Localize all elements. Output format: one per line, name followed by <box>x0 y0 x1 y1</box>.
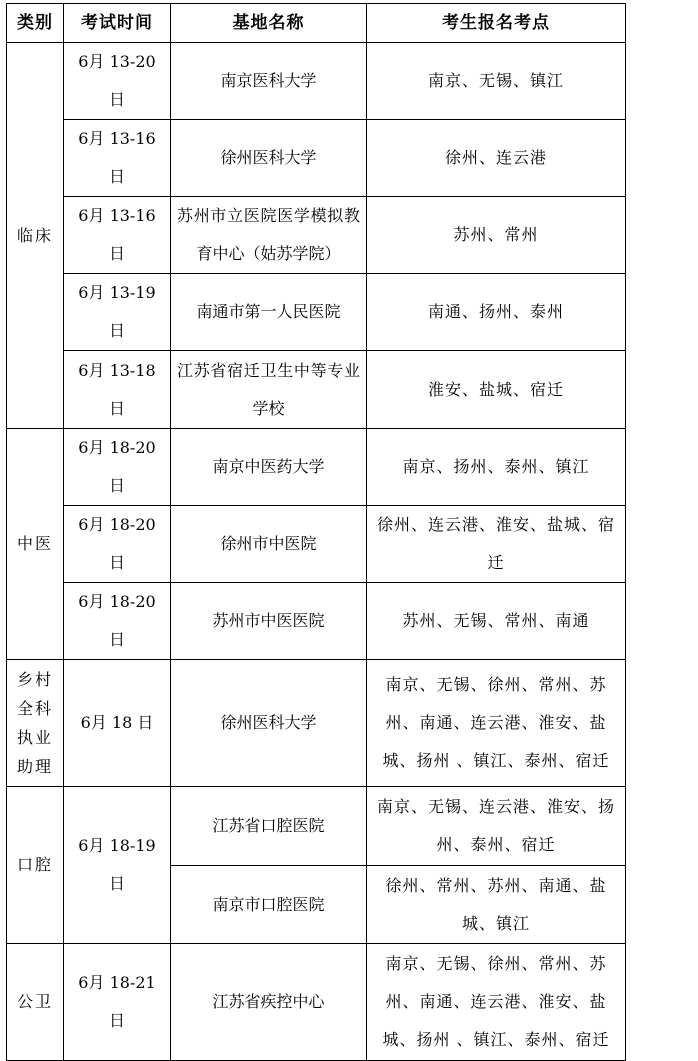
header-sites: 考生报名考点 <box>367 4 626 43</box>
base-cell: 南京医科大学 <box>171 43 367 120</box>
header-base: 基地名称 <box>171 4 367 43</box>
category-cell: 临床 <box>7 43 64 429</box>
table-row <box>7 274 626 351</box>
time-cell: 6月 18-20 日 <box>64 506 171 583</box>
time-cell: 6月 18-19 日 <box>64 787 171 944</box>
sites-cell: 南通、扬州、泰州 <box>367 274 626 351</box>
base-cell: 江苏省宿迁卫生中等专业学校 <box>171 351 367 429</box>
base-cell: 苏州市中医医院 <box>171 583 367 660</box>
base-cell: 徐州医科大学 <box>171 120 367 197</box>
sites-cell: 徐州、常州、苏州、南通、盐城、镇江 <box>367 866 626 944</box>
table-row <box>7 506 626 583</box>
table-row <box>7 351 626 429</box>
base-cell: 南京市口腔医院 <box>171 866 367 944</box>
table-row <box>7 583 626 660</box>
header-category: 类别 <box>7 4 64 43</box>
sites-cell: 苏州、常州 <box>367 197 626 274</box>
sites-cell: 南京、无锡、徐州、常州、苏州、南通、连云港、淮安、盐城、扬州 、镇江、泰州、宿迁 <box>367 660 626 787</box>
base-cell: 徐州市中医院 <box>171 506 367 583</box>
base-cell: 徐州医科大学 <box>171 660 367 787</box>
table-row <box>7 197 626 274</box>
table-row <box>7 944 626 1061</box>
base-cell: 江苏省疾控中心 <box>171 944 367 1061</box>
time-cell: 6月 18 日 <box>64 660 171 787</box>
category-cell: 乡村全科执业助理 <box>7 660 64 787</box>
table-row <box>7 43 626 120</box>
sites-cell: 南京、扬州、泰州、镇江 <box>367 429 626 506</box>
sites-cell: 南京、无锡、镇江 <box>367 43 626 120</box>
sites-cell: 徐州、连云港、淮安、盐城、宿迁 <box>367 506 626 583</box>
sites-cell: 苏州、无锡、常州、南通 <box>367 583 626 660</box>
table-row <box>7 120 626 197</box>
base-cell: 江苏省口腔医院 <box>171 787 367 866</box>
sites-cell: 徐州、连云港 <box>367 120 626 197</box>
base-cell: 苏州市立医院医学模拟教育中心（姑苏学院） <box>171 197 367 274</box>
time-cell: 6月 13-16 日 <box>64 197 171 274</box>
time-cell: 6月 18-20 日 <box>64 583 171 660</box>
table-row <box>7 660 626 787</box>
sites-cell: 淮安、盐城、宿迁 <box>367 351 626 429</box>
time-cell: 6月 13-20 日 <box>64 43 171 120</box>
header-row <box>7 4 626 43</box>
base-cell: 南通市第一人民医院 <box>171 274 367 351</box>
category-cell: 中医 <box>7 429 64 660</box>
table-row <box>7 429 626 506</box>
time-cell: 6月 18-20 日 <box>64 429 171 506</box>
table-row <box>7 787 626 866</box>
header-time: 考试时间 <box>64 4 171 43</box>
category-cell: 公卫 <box>7 944 64 1061</box>
time-cell: 6月 18-21 日 <box>64 944 171 1061</box>
time-cell: 6月 13-16 日 <box>64 120 171 197</box>
sites-cell: 南京、无锡、连云港、淮安、扬州、泰州、宿迁 <box>367 787 626 866</box>
sites-cell: 南京、无锡、徐州、常州、苏州、南通、连云港、淮安、盐城、扬州 、镇江、泰州、宿迁 <box>367 944 626 1061</box>
time-cell: 6月 13-19 日 <box>64 274 171 351</box>
exam-schedule-table <box>6 3 626 1061</box>
base-cell: 南京中医药大学 <box>171 429 367 506</box>
category-cell: 口腔 <box>7 787 64 944</box>
time-cell: 6月 13-18 日 <box>64 351 171 429</box>
